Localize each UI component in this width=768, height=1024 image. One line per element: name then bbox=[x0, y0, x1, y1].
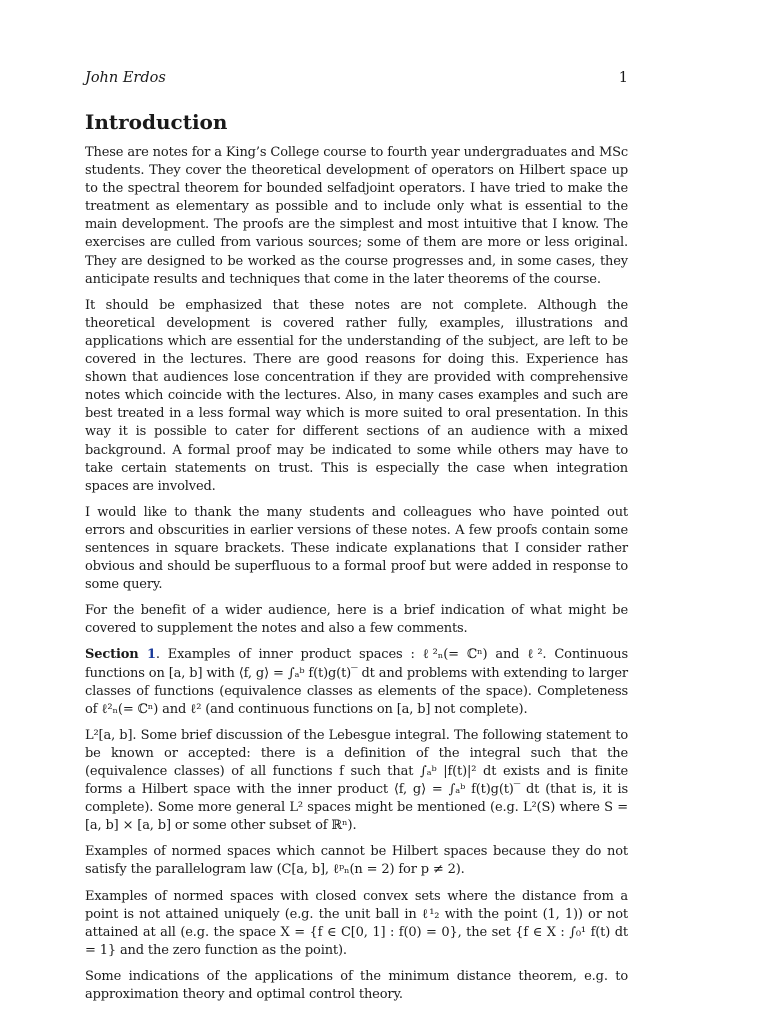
section-title: Introduction bbox=[85, 110, 228, 134]
section-1-text: . Examples of inner product spaces : ℓ²ₙ(= ℂⁿ) and ℓ². Continuous functions on [a, b] with ⟨f, g⟩ = ∫ₐᵇ f(t)g(t)‾ dt and problems with extending to larger classes of functions (equivalence classes as elements of the space). Completeness of ℓ²ₙ(= ℂⁿ) and ℓ² (and continuous functions on [a, b] not complete). bbox=[85, 647, 628, 717]
section-link[interactable]: 1 bbox=[146, 647, 156, 663]
document-page bbox=[85, 70, 628, 1012]
paragraph-thanks: I would like to thank the many students and colleagues who have pointed out errors and obscurities in earlier versions of these notes. A few proofs contain some sentences in square brackets. These indicate explanations that I consider rather obvious and should be superfluous to a formal proof but were added in response to some query. bbox=[85, 504, 628, 593]
page-header bbox=[85, 70, 628, 92]
paragraph-intro: These are notes for a King’s College course to fourth year undergraduates and MSc students. They cover the theoretical development of operators on Hilbert space up to the spectral theorem for bounded selfadjoint operators. I have tried to make the treatment as elementary as possible and to include only what is essential to the main development. The proofs are the simplest and most intuitive that I know. The exercises are culled from various sources; some of them are more or less original. They are designed to be worked as the course progresses and, in some cases, they anticipate results and techniques that come in the later theorems of the course. bbox=[85, 145, 628, 287]
paragraph-convex-sets: Examples of normed spaces with closed convex sets where the distance from a point is not attained uniquely (e.g. the unit ball in ℓ¹₂ with the point (1, 1)) or not attained at all (e.g. the space X = {f ∈ C[0, 1] : f(0) = 0}, the set {f ∈ X : ∫₀¹ f(t) dt = 1} and the zero function as the point). bbox=[85, 888, 628, 958]
page-number: 1 bbox=[618, 70, 628, 86]
paragraph-benefit: For the benefit of a wider audience, here is a brief indication of what might be covered to supplement the notes and also a few comments. bbox=[85, 603, 628, 637]
paragraph-completeness: It should be emphasized that these notes are not complete. Although the theoretical development is covered rather fully, examples, illustrations and applications which are essential for the understanding of the subject, are left to be covered in the lectures. There are good reasons for doing this. Experience has shown that audiences lose concentration if they are provided with comprehensive notes which coincide with the lectures. Also, in many cases examples and such are best treated in a less formal way which is more suited to oral presentation. In this way it is possible to cater for different sections of an audience with a mixed background. A formal proof may be indicated to some while others may have to take certain statements on trust. This is especially the case when integration spaces are involved. bbox=[85, 297, 628, 494]
paragraph-section-1 bbox=[85, 646, 628, 718]
paragraph-applications: Some indications of the applications of the minimum distance theorem, e.g. to approximation theory and optimal control theory. bbox=[85, 968, 628, 1003]
author-name: John Erdos bbox=[85, 70, 166, 86]
paragraph-normed-spaces: Examples of normed spaces which cannot be Hilbert spaces because they do not satisfy the parallelogram law (C[a, b], ℓᵖₙ(n = 2) for p ≠ 2). bbox=[85, 844, 628, 878]
paragraph-lebesgue: L²[a, b]. Some brief discussion of the Lebesgue integral. The following statement to be known or accepted: there is a definition of the integral such that the (equivalence classes) of all functions f such that ∫ₐᵇ |f(t)|² dt exists and is finite forms a Hilbert space with the inner product ⟨f, g⟩ = ∫ₐᵇ f(t)g(t)‾ dt (that is, it is complete). Some more general L² spaces might be mentioned (e.g. L²(S) where S = [a, b] × [a, b] or some other subset of ℝⁿ). bbox=[85, 727, 628, 834]
section-label: Section 1 bbox=[85, 647, 156, 663]
